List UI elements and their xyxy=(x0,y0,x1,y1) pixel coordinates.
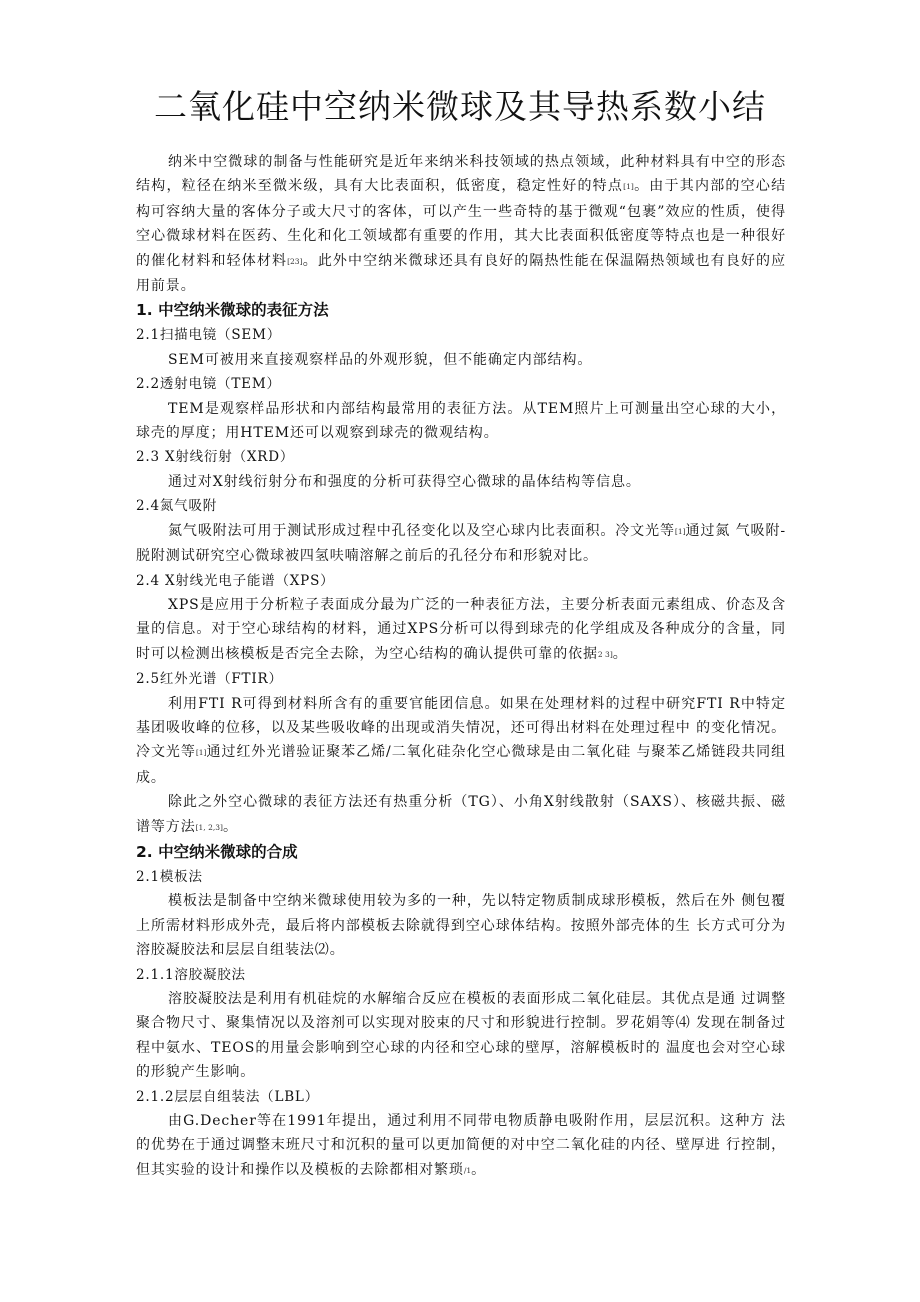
subsection-heading: 2.5红外光谱（FTIR） xyxy=(136,671,283,688)
paragraph-text: 溶胶凝胶法是利用有机硅烷的水解缩合反应在模板的表面形成二氧化硅层。其优点是通 过调整聚合物尺寸、聚集情况以及溶剂可以实现对胶束的尺寸和形貌进行控制。罗花娟等⑷ 发现在制备过程中氨水、TEOS的用量会影响到空心球的内径和空心球的壁厚，溶解模板时的 温度也会对空心球的形貌产生影响。 xyxy=(136,991,786,1081)
paragraph-text: 纳米中空微球的制备与性能研究是近年来纳米科技领域的热点领域，此种材料具有中空的形态结构，粒径在纳米至微米级，具有大比表面积，低密度，稳定性好的特点 xyxy=(136,154,786,195)
paragraph xyxy=(136,150,786,298)
paragraph-text: 。由于其内部的空心结构可容纳大量的客体分子或大尺寸的客体，可以产生一些奇特的基于微观“包裹”效应的性质，使得空心微球材料在医药、生化和化工领域都有重要的作用，其大比表面积低密度等特点也是一种很好的催化材料和轻体材料 xyxy=(136,178,786,269)
paragraph-text: 通过红外光谱验证聚苯乙烯/二氧化硅杂化空心微球是由二氧化硅 与聚苯乙烯链段共同组成。 xyxy=(136,744,786,786)
paragraph-text: 。 xyxy=(471,1161,487,1178)
paragraph-text: 由G.Decher等在1991年提出，通过利用不同带电物质静电吸附作用，层层沉积。这种方 法的优势在于通过调整末班尺寸和沉积的量可以更加简便的对中空二氧化硅的内径、壁厚进 行控制，但其实验的设计和操作以及模板的去除都相对繁琐 xyxy=(136,1113,786,1178)
document-title: 二氧化硅中空纳米微球及其导热系数小结 xyxy=(154,87,766,126)
paragraph-text: 。 xyxy=(222,818,238,835)
subsection-heading: 2.4氮气吸附 xyxy=(136,498,218,515)
paragraph xyxy=(136,348,786,372)
citation-ref: 2 3] xyxy=(597,649,613,659)
paragraph-text: 氮气吸附法可用于测试形成过程中孔径变化以及空心球内比表面积。冷文光等 xyxy=(168,522,675,539)
subsection-heading: 2.3 X射线衍射（XRD） xyxy=(136,449,295,466)
paragraph-text: XPS是应用于分析粒子表面成分最为广泛的一种表征方法，主要分析表面元素组成、价态及含量的信息。对于空心球结构的材料，通过XPS分析可以得到球壳的化学组成及各种成分的含量，同时可以检测出核模板是否完全去除，为空心结构的确认提供可靠的依据 xyxy=(136,596,786,662)
paragraph xyxy=(136,397,786,446)
paragraph-text: SEM可被用来直接观察样品的外观形貌，但不能确定内部结构。 xyxy=(168,351,593,368)
subsection-heading: 2.2透射电镜（TEM） xyxy=(136,376,281,393)
paragraph xyxy=(136,519,786,569)
paragraph-text: 利用FTI R可得到材料所含有的重要官能团信息。如果在处理材料的过程中研究FTI R中特定基团吸收峰的位移，以及某些吸收峰的出现或消失情况，还可得出材料在处理过程中 的变化情况。冷文光等 xyxy=(136,695,786,761)
document-body xyxy=(136,150,786,1183)
citation-ref: [1] xyxy=(195,748,207,758)
paragraph xyxy=(136,1109,786,1183)
paragraph-text: 。 xyxy=(612,645,628,662)
citation-ref: [23] xyxy=(287,256,303,266)
citation-ref: [1, 2,3] xyxy=(195,822,223,832)
section-heading: 1. 中空纳米微球的表征方法 xyxy=(136,301,329,320)
subsection-heading: 2.1模板法 xyxy=(136,868,203,885)
paragraph-text: 。此外中空纳米微球还具有良好的隔热性能在保温隔热领域也有良好的应用前景。 xyxy=(136,252,786,295)
paragraph-text: 除此之外空心微球的表征方法还有热重分析（TG）、小角X射线散射（SAXS）、核磁共振、磁谱等方法 xyxy=(136,794,786,835)
citation-ref: [1] xyxy=(623,182,634,192)
subsection-heading: 2.1.2层层自组装法（LBL） xyxy=(136,1088,319,1105)
paragraph-text: 通过氮 气吸附-脱附测试研究空心微球被四氢呋喃溶解之前后的孔径分布和形貌对比。 xyxy=(136,522,786,565)
paragraph-text: 通过对X射线衍射分布和强度的分析可获得空心微球的晶体结构等信息。 xyxy=(168,473,641,490)
subsection-heading: 2.4 X射线光电子能谱（XPS） xyxy=(136,572,335,589)
section-heading: 2. 中空纳米微球的合成 xyxy=(136,842,298,861)
paragraph xyxy=(136,987,786,1085)
paragraph xyxy=(136,692,786,791)
paragraph-text: 模板法是制备中空纳米微球使用较为多的一种，先以特定物质制成球形模板，然后在外 侧包覆上所需材料形成外壳，最后将内部模板去除就得到空心球体结构。按照外部壳体的生 长方式可分为溶胶凝胶法和层层自组装法⑵。 xyxy=(136,893,786,959)
subsection-heading: 2.1.1溶胶凝胶法 xyxy=(136,966,246,983)
paragraph xyxy=(136,470,786,494)
paragraph xyxy=(136,889,786,962)
paragraph xyxy=(136,593,786,667)
citation-ref: /1 xyxy=(463,1165,472,1175)
paragraph xyxy=(136,790,786,840)
subsection-heading: 2.1扫描电镜（SEM） xyxy=(136,327,281,344)
citation-ref: [1] xyxy=(674,526,686,536)
paragraph-text: TEM是观察样品形状和内部结构最常用的表征方法。从TEM照片上可测量出空心球的大小，球壳的厚度；用HTEM还可以观察到球壳的微观结构。 xyxy=(136,400,786,442)
